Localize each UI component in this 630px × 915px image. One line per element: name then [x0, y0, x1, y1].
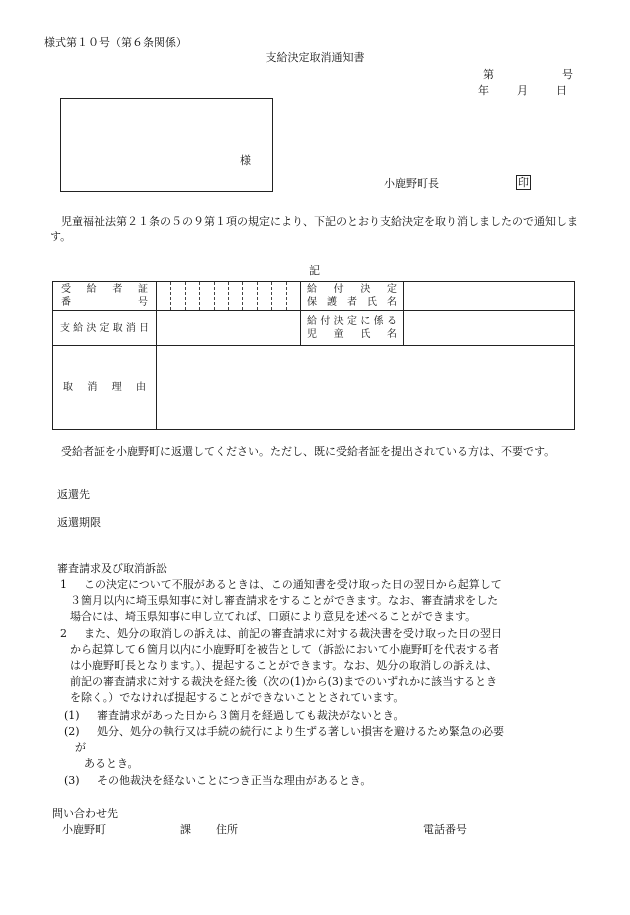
- issuer-name: 小鹿野町長: [384, 177, 439, 190]
- guardian-name-label: 給 付 決 定 保 護 者 氏 名: [301, 282, 404, 311]
- appeal-sub1-number: (1): [64, 709, 80, 722]
- date-day: 日: [556, 84, 567, 97]
- appeal-item2-line: から起算して６箇月以内に小鹿野町を被告として（訴訟において小鹿野町を代表する者: [70, 643, 499, 656]
- details-table: [52, 281, 575, 430]
- appeal-item2-line: は小鹿野町長となります。）、提起することができます。なお、処分の取消しの訴えは、: [70, 659, 498, 672]
- cancel-date-label: 支給決定取消日: [53, 311, 157, 346]
- child-name-field: [404, 311, 575, 346]
- appeal-sub2-number: (2): [64, 725, 80, 738]
- appeal-item1-line: 場合には、埼玉県知事に申し立てれば、口頭により意見を述べることができます。: [70, 610, 477, 623]
- appeal-heading: 審査請求及び取消訴訟: [57, 562, 167, 575]
- appeal-item2-line: また、処分の取消しの訴えは、前記の審査請求に対する裁決書を受け取った日の翌日: [84, 627, 502, 640]
- contact-heading: 問い合わせ先: [52, 807, 118, 820]
- form-number: 様式第１０号（第６条関係）: [44, 36, 187, 49]
- document-title: 支給決定取消通知書: [265, 51, 365, 64]
- contact-phone-label: 電話番号: [423, 823, 467, 836]
- appeal-sub2-line: あるとき。: [84, 757, 139, 770]
- doc-number-suffix: 号: [562, 68, 573, 81]
- date-year: 年: [478, 84, 489, 97]
- appeal-sub2-line: が: [75, 741, 86, 754]
- addressee-box: [60, 98, 273, 192]
- addressee-honorific: 様: [240, 154, 251, 167]
- appeal-item2-number: 2: [60, 627, 67, 640]
- appeal-sub2-line: 処分、処分の執行又は手続の続行により生ずる著しい損害を避けるため緊急の必要: [97, 725, 504, 738]
- cancel-reason-label: 取 消 理 由: [53, 346, 157, 430]
- appeal-item1-line: この決定について不服があるときは、この通知書を受け取った日の翌日から起算して: [84, 578, 502, 591]
- child-name-label: 給付決定に係る 児 童 氏 名: [301, 311, 404, 346]
- cancel-reason-field: [157, 346, 575, 430]
- appeal-item1-number: 1: [60, 578, 67, 591]
- appeal-item1-line: ３箇月以内に埼玉県知事に対し審査請求をすることができます。なお、審査請求をした: [70, 594, 499, 607]
- appeal-item2-line: を除く。）でなければ提起することができないこととされています。: [70, 691, 405, 704]
- contact-address-label: 住所: [216, 823, 238, 836]
- recipient-cert-label: 受 給 者 証 番 号: [53, 282, 157, 311]
- guardian-name-field: [404, 282, 575, 311]
- doc-number-prefix: 第: [483, 68, 494, 81]
- date-month: 月: [517, 84, 528, 97]
- cancel-date-field: [157, 311, 301, 346]
- seal-mark: 印: [518, 176, 529, 189]
- intro-paragraph: 児童福祉法第２１条の５の９第１項の規定により、下記のとおり支給決定を取り消しましたので通知します。: [50, 215, 578, 243]
- appeal-sub1-text: 審査請求があった日から３箇月を経過しても裁決がないとき。: [97, 709, 405, 722]
- return-deadline-label: 返還期限: [57, 516, 101, 529]
- appeal-sub3-text: その他裁決を経ないことにつき正当な理由があるとき。: [97, 774, 372, 787]
- recipient-cert-number-field: [157, 282, 301, 311]
- return-notice: 受給者証を小鹿野町に返還してください。ただし、既に受給者証を提出されている方は、不要です。: [50, 445, 556, 458]
- return-to-label: 返還先: [57, 488, 90, 501]
- appeal-item2-line: 前記の審査請求に対する裁決を経た後（次の(1)から(3)までのいずれかに該当するとき: [70, 675, 498, 688]
- contact-town: 小鹿野町: [62, 823, 106, 836]
- contact-section: 課: [180, 823, 191, 836]
- appeal-sub3-number: (3): [64, 774, 80, 787]
- ki-label: 記: [309, 264, 320, 277]
